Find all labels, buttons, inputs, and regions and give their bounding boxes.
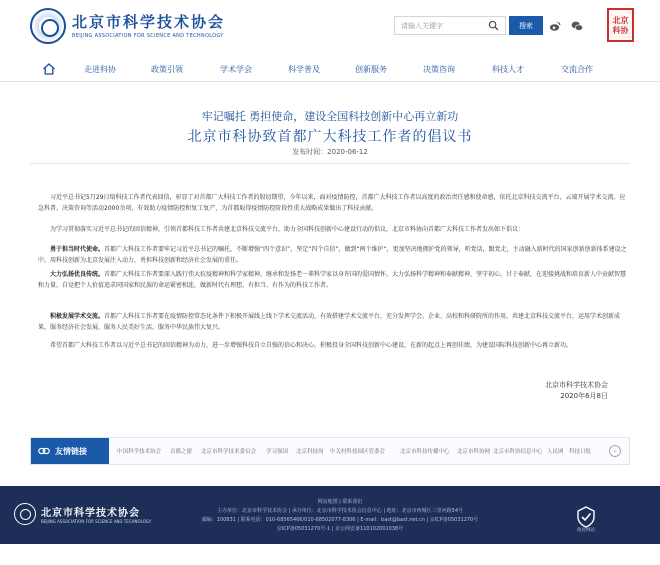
footer-logo[interactable] [14,503,151,525]
stamp-line-2: 科协 [612,25,629,35]
nav-item-talent[interactable]: 科技人才 [492,65,524,74]
friendly-links-bar [30,437,630,465]
home-icon[interactable] [42,62,56,76]
friendly-links-title: 友情链接 [55,446,87,456]
article-paragraph: 为学习贯彻落实习近平总书记的回信精神，引领首都科技工作者共建北京科技交流平台，助力全国科技创新中心建设行动的倡议，北京市科协向首都广大科技工作者发出如下倡议： [50,226,525,233]
article-paragraph: 习近平总书记5月29日给科技工作者代表回信，彰显了对首都广大科技工作者的殷切期望，今年以来，面对疫情防控，首都广大科技工作者以高度的政治责任感和使命感，依托北京科技交流平台，云端开展学术交流、应急科普、决策咨询等活动2000余项，有效助力疫情防控和复工复产，为首都取得疫情防控阶段性重大战略成果做出了科技贡献。 [38,194,626,212]
chain-link-icon [38,446,50,456]
government-site-badge-icon[interactable] [576,506,596,528]
friendly-link[interactable]: 人民网 [547,449,564,455]
site-logo[interactable] [30,8,225,44]
paragraph-lead: 大力弘扬优良传统。 [50,271,105,278]
article-paragraph [38,244,628,266]
friendly-link[interactable]: 中关村科技园区管委会 [330,449,386,455]
article [0,82,660,422]
nav-item-academic[interactable]: 学术学会 [220,65,252,74]
article-subtitle: 牢记嘱托 勇担使命，建设全国科技创新中心再立新功 [201,110,459,123]
friendly-link[interactable]: 北京市科学技术委员会 [201,449,257,455]
search-button[interactable]: 搜索 [509,16,543,35]
article-paragraph: 希望首都广大科技工作者以习近平总书记的回信精神为动力，进一步增强科技自立自强的信心和决心，积极投身全国科技创新中心建设，在新的起点上再创佳绩，为建设国际科技创新中心再立新功。 [50,342,573,349]
nav-item-consulting[interactable]: 决策咨询 [423,65,455,74]
weibo-icon[interactable] [549,20,561,32]
paragraph-text: 首都广大科技工作者要深入践行伟大抗疫精神和科学家精神，继承和发扬老一辈科学家以身许国的爱国情怀，大力弘扬科学精神和奉献精神，坚守初心，甘于奉献，在迎接挑战和培育新人中贡献智慧和力量，自觉把个人价值追求同国家和民族的命运紧密相连，做新时代有理想、有担当、有作为的科技工作者。 [38,271,627,289]
nav-item-policy[interactable]: 政策引领 [151,65,183,74]
party-stamp-badge[interactable] [607,8,634,42]
site-header [0,0,660,52]
logo-english-name: BEIJING ASSOCIATION FOR SCIENCE AND TECHNOLOGY [72,33,224,39]
friendly-link[interactable]: 北京市科协网 [457,449,491,455]
friendly-link[interactable]: 首都之窗 [170,449,193,455]
nav-item-innovation[interactable]: 创新服务 [355,65,387,74]
footer-emblem-icon [14,503,36,525]
association-emblem-icon [30,8,66,44]
stamp-line-1: 北京 [612,15,629,25]
friendly-link[interactable]: 北京市科协信息中心 [493,449,543,455]
friendly-link[interactable]: 北京市科技传播中心 [400,449,450,455]
footer-logo-english-name: BEIJING ASSOCIATION FOR SCIENCE AND TECHNOLOGY [41,519,152,524]
nav-item-about[interactable]: 走进科协 [84,65,116,74]
friendly-link[interactable]: 学习强国 [266,449,289,455]
links-more-button[interactable]: › [609,445,621,457]
footer-logo-chinese-name: 北京市科学技术协会 [41,508,140,519]
article-title: 北京市科协致首都广大科技工作者的倡议书 [187,129,473,145]
friendly-link[interactable]: 中国科学技术协会 [117,449,162,455]
article-paragraph [38,269,628,291]
friendly-link[interactable]: 科技日报 [569,449,592,455]
search-box [394,16,506,35]
search-icon[interactable] [488,20,499,31]
footer-contact-line: 邮编：100831 | 联系电话：010-68565466/010-68502077-8306 | E-mail：bast@bast.net.cn | 京ICP备05031270号 [201,517,479,523]
paragraph-lead: 勇于担当时代使命。 [50,246,105,253]
friendly-links-label [31,438,109,464]
footer-links-line[interactable]: 网站地图 | 联系我们 [317,499,363,505]
government-site-badge-label: 政府网站 [577,528,595,533]
signature-date: 2020年6月8日 [560,392,608,400]
paragraph-text: 首都广大科技工作者要牢记习近平总书记的嘱托，不断增强“四个意识”，坚定“四个自信”，做到“两个维护”，更加坚决地拥护党的领导，听党话，跟党走，主动融入新时代的国家创新创新体系建设之中，用科技创新为北京发展注入动力，勇担科技创新和经济社会发展的重任。 [38,246,627,264]
footer-sponsor-line: 主办单位：北京市科学技术协会 | 承办单位：北京市科学技术协会信息中心 | 地址：北京市西城区三里河路54号 [216,508,464,514]
main-nav [0,58,660,82]
site-footer [0,486,660,544]
logo-chinese-name: 北京市科学技术协会 [72,13,226,31]
paragraph-lead: 积极发展学术交流。 [50,313,105,320]
nav-item-exchange[interactable]: 交流合作 [561,65,593,74]
paragraph-text: 首都广大科技工作者要在疫情防控常态化条件下积极开展线上线下学术交流活动，有效搭建学术交流平台，充分发挥学会、企业、高校和科研院所的作用，共建北京科技交流平台，运用学术创新成果，服务经济社会发展，服务人民美好生活，服务中华民族伟大复兴。 [38,313,621,331]
wechat-icon[interactable] [571,20,583,32]
footer-info [170,498,510,534]
search-input[interactable] [395,17,485,34]
publish-date: 发布时间：2020-06-12 [292,148,368,156]
footer-icp-line[interactable]: 京ICP备05031270号-1 | 京公网安备110102001038号 [276,526,404,532]
signature-organization: 北京市科学技术协会 [545,381,608,389]
nav-item-popularization[interactable]: 科学普及 [288,65,320,74]
friendly-link[interactable]: 北京科技周 [296,449,324,455]
article-paragraph [38,311,628,333]
title-divider [30,163,630,164]
